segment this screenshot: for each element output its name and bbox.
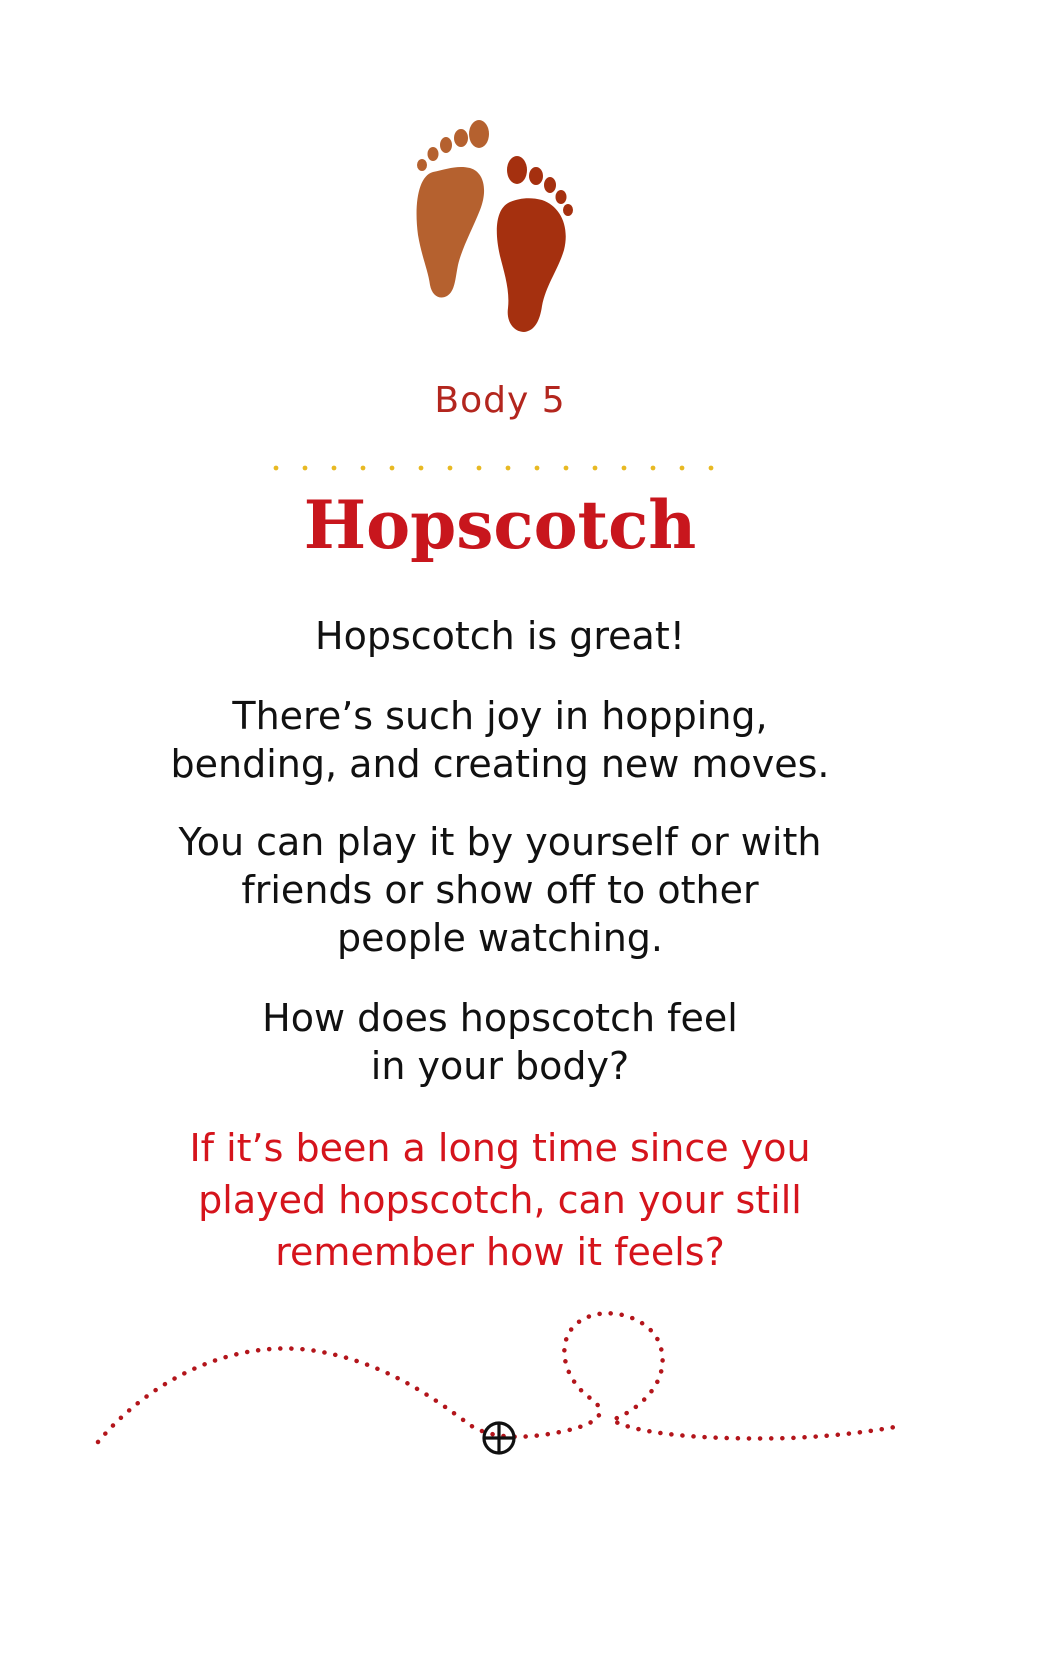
question-line: remember how it feels? xyxy=(275,1230,725,1274)
question-line: If it’s been a long time since you xyxy=(189,1126,811,1170)
paragraph-line: You can play it by yourself or with xyxy=(178,820,822,864)
paragraph-line: How does hopscotch feel xyxy=(262,996,738,1040)
paragraph-3 xyxy=(0,818,1000,962)
section-label: Body 5 xyxy=(434,380,566,421)
paragraph-1 xyxy=(0,612,1000,660)
left-footprint xyxy=(417,120,489,298)
paragraph-line: friends or show off to other xyxy=(241,868,759,912)
dotted-divider xyxy=(270,462,730,474)
paragraph-2 xyxy=(0,692,1000,788)
crosshair-circle-icon xyxy=(484,1423,514,1453)
right-footprint xyxy=(497,156,573,332)
paragraph-4 xyxy=(0,994,1000,1090)
footprints-icon xyxy=(400,110,600,350)
paragraph-line: in your body? xyxy=(370,1044,630,1088)
paragraph-line: Hopscotch is great! xyxy=(315,614,685,658)
paragraph-line: There’s such joy in hopping, xyxy=(232,694,768,738)
paragraph-line: bending, and creating new moves. xyxy=(170,742,830,786)
question-line: played hopscotch, can your still xyxy=(198,1178,802,1222)
dotted-trail xyxy=(0,1290,1050,1490)
card-title: Hopscotch xyxy=(303,486,697,564)
paragraph-line: people watching. xyxy=(337,916,663,960)
reflection-question xyxy=(0,1122,1000,1278)
